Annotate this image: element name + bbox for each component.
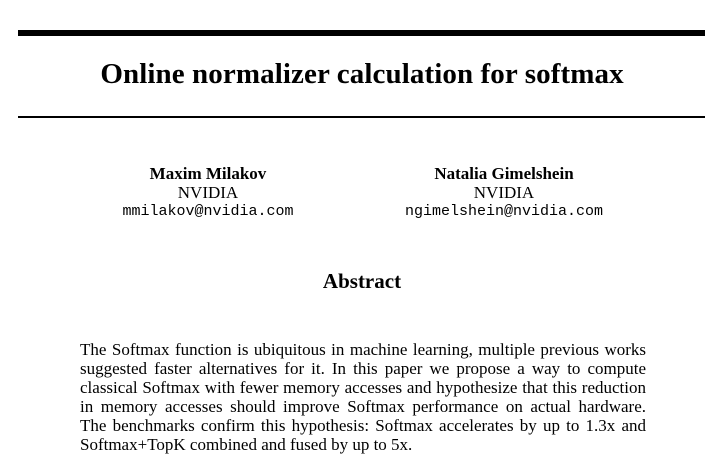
author-block: [392, 164, 616, 221]
author-name: Natalia Gimelshein: [434, 164, 574, 183]
author-name: Maxim Milakov: [149, 164, 267, 183]
author-affiliation: NVIDIA: [473, 183, 535, 202]
author-email: ngimelshein@nvidia.com: [404, 203, 604, 220]
abstract-heading: Abstract: [322, 269, 402, 293]
title-bottom-rule: [18, 116, 705, 118]
author-email: mmilakov@nvidia.com: [122, 203, 294, 220]
abstract-line: classical Softmax with fewer memory accesses and hypothesize that this reduction: [80, 378, 646, 397]
author-affiliation: NVIDIA: [177, 183, 239, 202]
abstract-line: suggested faster alternatives for it. In this paper we propose a way to compute: [80, 359, 646, 378]
abstract-line: The Softmax function is ubiquitous in machine learning, multiple previous works: [80, 340, 646, 359]
title-top-rule: [18, 30, 705, 36]
abstract-line: The benchmarks confirm this hypothesis: Softmax accelerates by up to 1.3x and: [80, 416, 646, 435]
abstract-body: [80, 340, 646, 454]
abstract-line: in memory accesses should improve Softmax performance on actual hardware.: [80, 397, 646, 416]
paper-title: Online normalizer calculation for softmax: [100, 58, 624, 90]
author-block: [108, 164, 308, 221]
abstract-line: Softmax+TopK combined and fused by up to 5x.: [80, 435, 413, 454]
